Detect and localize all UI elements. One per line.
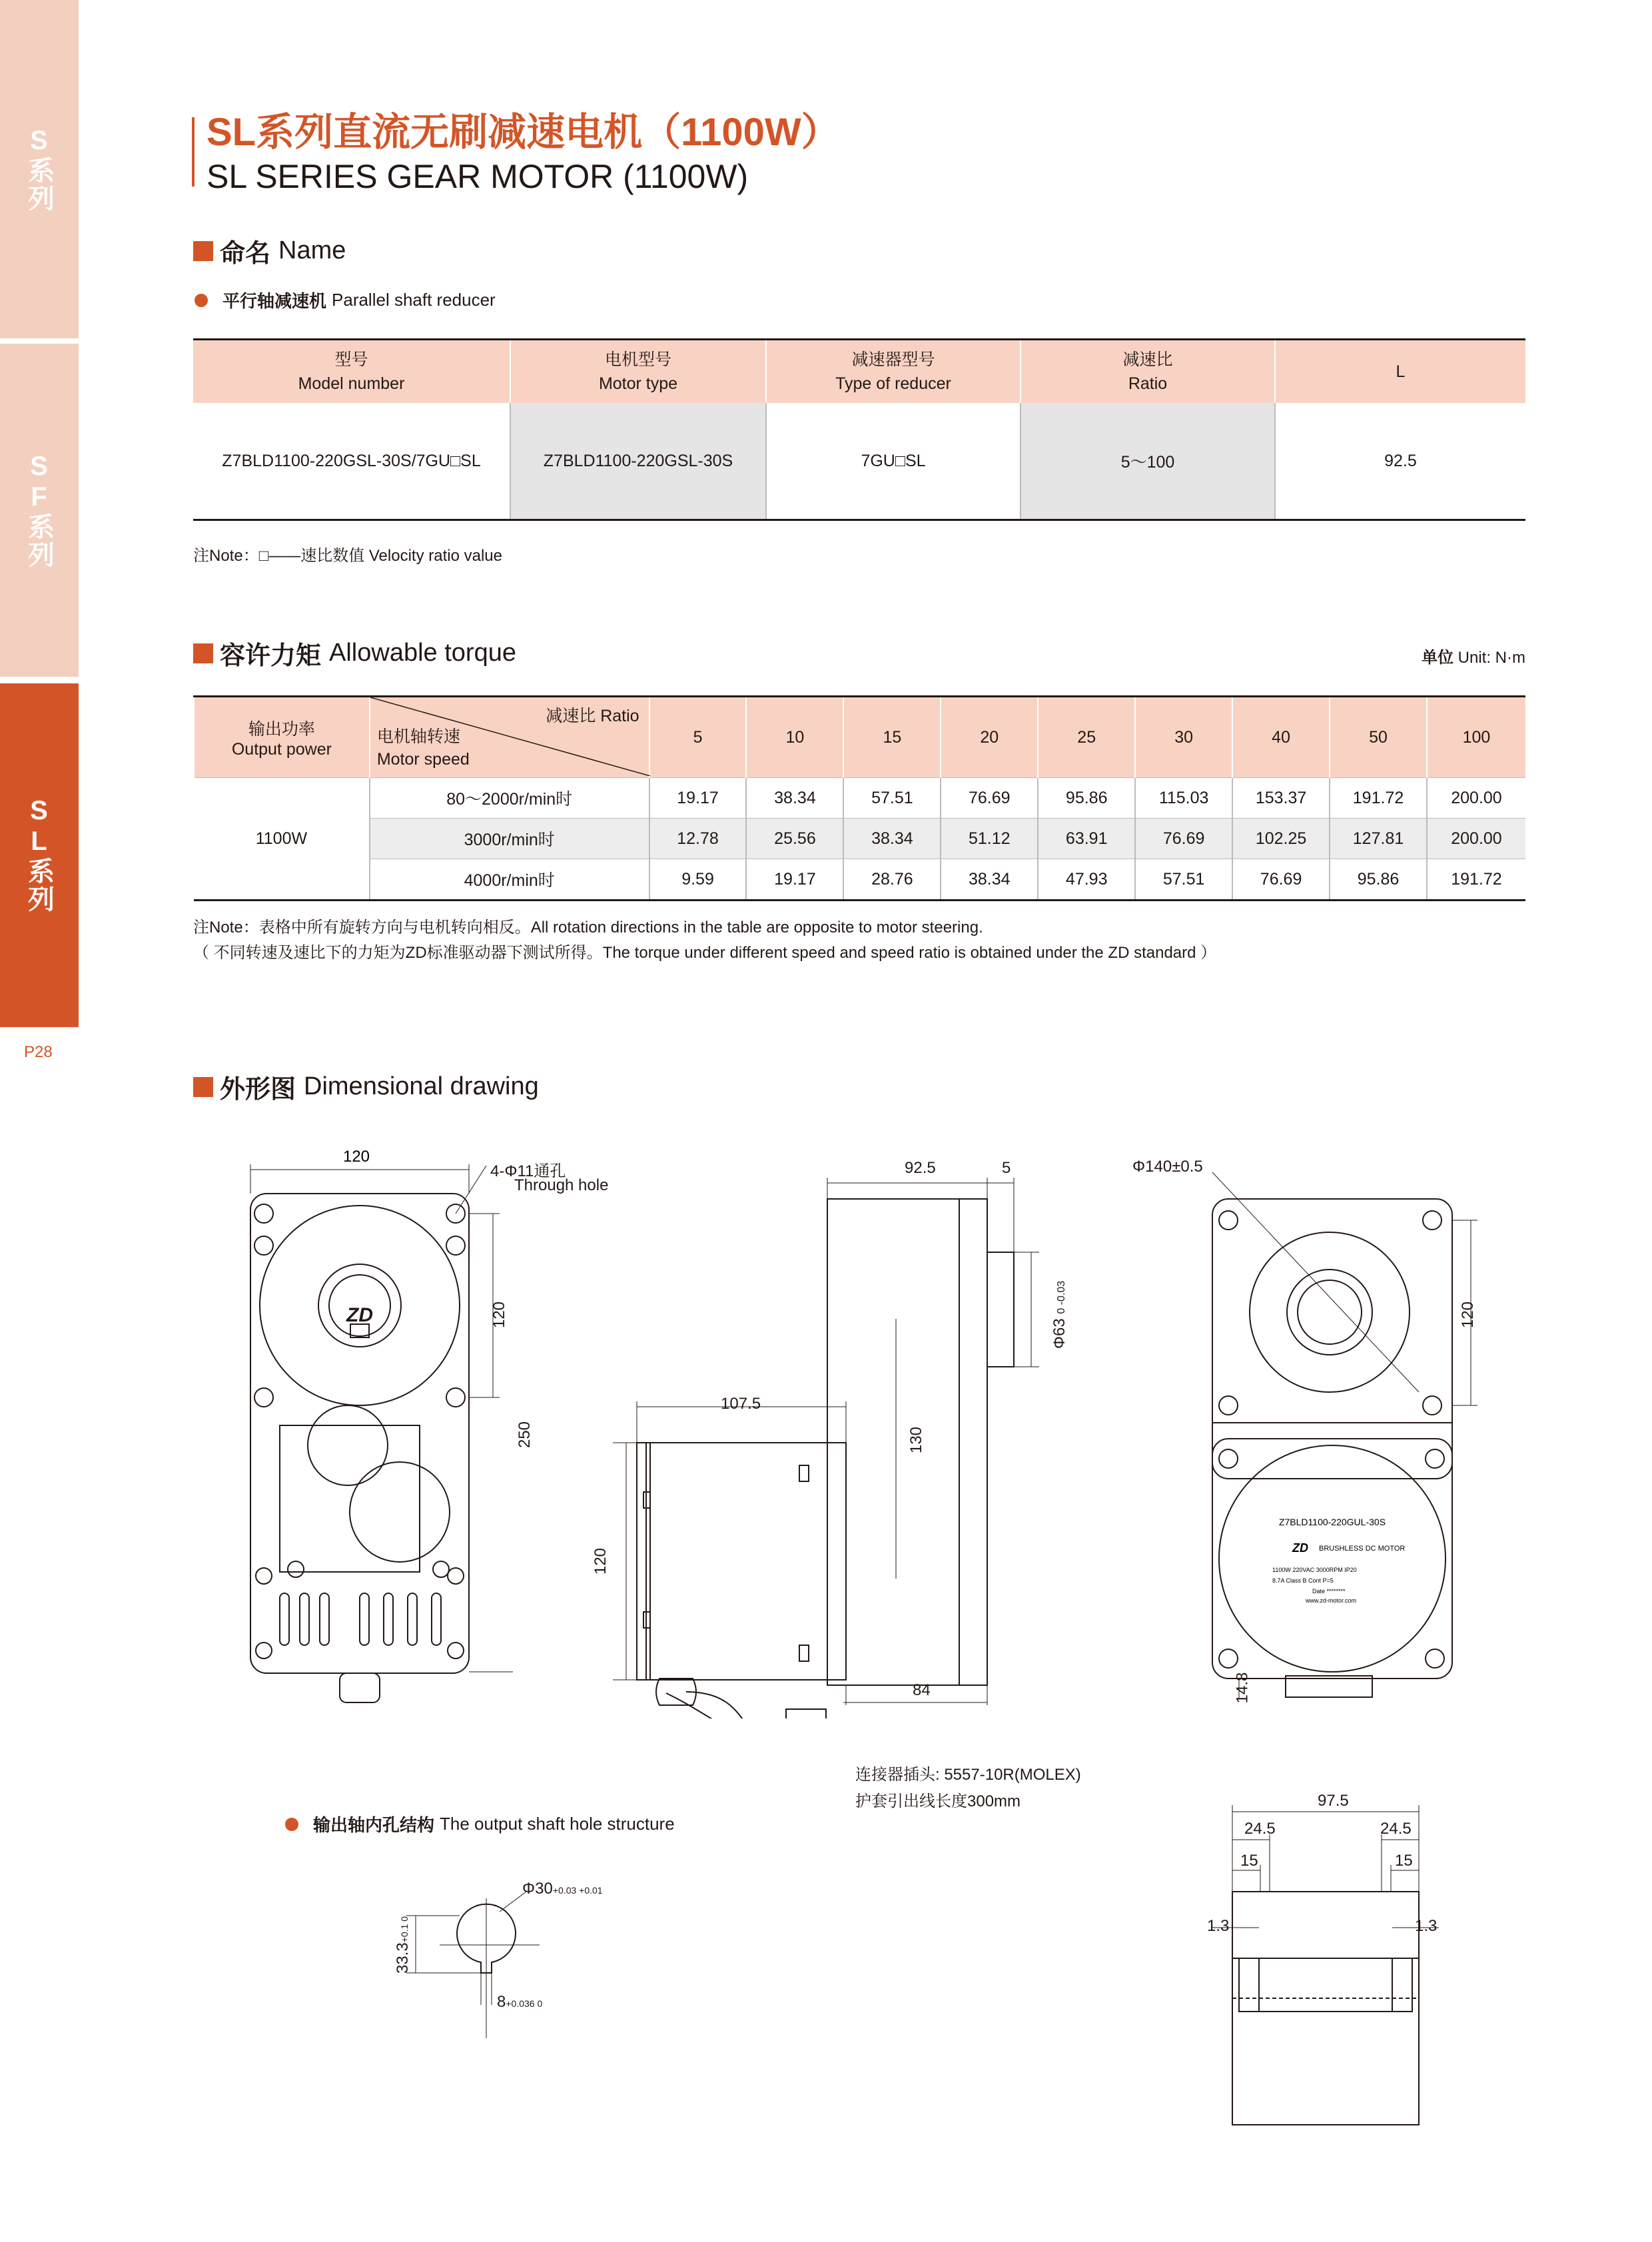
section-title-en: Dimensional drawing <box>304 1072 539 1100</box>
dim-height-250: 250 <box>516 1421 534 1449</box>
page-title: SL系列直流无刷减速电机（1100W） <box>206 111 840 154</box>
dim-97-5: 97.5 <box>1318 1792 1349 1810</box>
shaft-label-en: The output shaft hole structure <box>440 1814 675 1834</box>
cell-value: 95.86 <box>1330 859 1427 901</box>
cell-speed: 3000r/min时 <box>370 819 649 859</box>
header-ratio-20: 20 <box>941 697 1038 778</box>
nameplate-date: Date ******** <box>1312 1588 1346 1595</box>
naming-sub-en: Parallel shaft reducer <box>332 290 496 310</box>
header-ratio: 减速比 Ratio <box>1021 340 1275 404</box>
torque-header-row <box>194 697 1525 778</box>
section-torque <box>193 635 516 671</box>
header-ratio-5: 5 <box>649 697 747 778</box>
cell-value: 76.69 <box>1135 819 1232 859</box>
naming-sub <box>195 288 496 312</box>
title-accent-bar <box>192 117 195 187</box>
cell-value: 200.00 <box>1427 819 1525 859</box>
page-subtitle: SL SERIES GEAR MOTOR (1100W) <box>206 158 749 195</box>
dim-84: 84 <box>913 1681 931 1699</box>
dim-height-120-side: 120 <box>592 1547 610 1575</box>
header-ratio-10: 10 <box>746 697 843 778</box>
nameplate-web: www.zd-motor.com <box>1306 1597 1357 1604</box>
section-naming <box>193 232 346 269</box>
table-row <box>194 778 1525 819</box>
dim-107-5: 107.5 <box>721 1395 761 1413</box>
torque-table <box>193 695 1525 901</box>
header-motor-type: 电机型号 Motor type <box>510 340 766 404</box>
cell-motor-type: Z7BLD1100-220GSL-30S <box>510 403 766 520</box>
cell-value: 38.34 <box>843 819 941 859</box>
section-title-cn: 容许力矩 <box>220 642 322 670</box>
naming-sub-cn: 平行轴减速机 <box>222 291 327 311</box>
shaft-section-label <box>285 1812 675 1836</box>
header-reducer-type: 减速器型号 Type of reducer <box>766 340 1021 404</box>
bullet-icon <box>285 1818 298 1831</box>
cell-value: 57.51 <box>843 778 941 819</box>
unit-en: Unit: N·m <box>1457 649 1525 667</box>
header-speed-label: 电机轴转速 Motor speed <box>376 727 470 769</box>
torque-note-2: （ 不同转速及速比下的力矩为ZD标准驱动器下测试所得。The torque under different speed and speed ratio is obtained under the ZD standard ） <box>193 944 1217 962</box>
cell-value: 19.17 <box>649 778 747 819</box>
zd-logo: ZD <box>346 1304 373 1326</box>
dim-14-8: 14.8 <box>1233 1672 1252 1704</box>
naming-table <box>193 338 1525 521</box>
cell-power: 1100W <box>194 778 370 901</box>
cell-reducer: 7GU□SL <box>766 403 1021 520</box>
section-title-en: Name <box>278 236 346 264</box>
cell-value: 76.69 <box>941 778 1038 819</box>
dim-130: 130 <box>907 1426 926 1454</box>
dim-1-3-right: 1.3 <box>1415 1917 1438 1935</box>
table-row <box>194 819 1525 859</box>
nameplate-type: BRUSHLESS DC MOTOR <box>1319 1545 1406 1553</box>
cell-value: 9.59 <box>649 859 747 901</box>
section-title-en: Allowable torque <box>329 639 516 667</box>
dim-5: 5 <box>1002 1159 1011 1177</box>
dim-33-3 <box>394 1916 412 1974</box>
header-diagonal <box>370 697 649 778</box>
dim-15-left: 15 <box>1240 1852 1258 1870</box>
dim-height-120: 120 <box>490 1301 509 1329</box>
dim-phi30 <box>522 1880 603 1898</box>
tab-sf-series[interactable]: SF系列 <box>0 344 79 677</box>
tab-sl-series[interactable]: SL系列 <box>0 683 79 1026</box>
header-ratio-label: 减速比 Ratio <box>546 707 639 725</box>
page-number: P28 <box>24 1043 53 1061</box>
dim-8-value: 8 <box>497 1993 506 2011</box>
dim-width-120: 120 <box>342 1148 370 1166</box>
section-drawing <box>193 1068 539 1105</box>
cell-value: 51.12 <box>941 819 1038 859</box>
dim-15-right: 15 <box>1395 1852 1413 1870</box>
dim-24-5-right: 24.5 <box>1380 1820 1412 1838</box>
nameplate-spec1: 1100W 220VAC 3000RPM IP20 <box>1272 1567 1357 1573</box>
nameplate-logo: ZD <box>1292 1541 1308 1555</box>
cell-value: 191.72 <box>1330 778 1427 819</box>
square-icon <box>193 241 213 261</box>
cell-value: 47.93 <box>1038 859 1135 901</box>
dim-24-5-left: 24.5 <box>1244 1820 1276 1838</box>
dim-phi63 <box>1050 1281 1069 1349</box>
dim-phi30-tol: +0.03 +0.01 <box>552 1885 603 1896</box>
unit-label <box>1422 644 1525 667</box>
table-row <box>194 859 1525 901</box>
sidebar <box>0 0 79 1030</box>
dim-92-5: 92.5 <box>905 1159 936 1177</box>
connector-label: 连接器插头: 5557-10R(MOLEX) <box>855 1766 1081 1784</box>
cell-value: 38.34 <box>746 778 843 819</box>
dim-phi30-value: Φ30 <box>522 1880 553 1898</box>
nameplate-spec2: 8.7A Class B Cont P=5 <box>1272 1577 1334 1584</box>
header-model: 型号 Model number <box>193 340 510 404</box>
dim-phi63-value: Φ63 <box>1050 1318 1069 1349</box>
shaft-view-drawing <box>1199 1785 1479 2145</box>
cell-value: 191.72 <box>1427 859 1525 901</box>
cell-value: 102.25 <box>1232 819 1330 859</box>
nameplate-model: Z7BLD1100-220GUL-30S <box>1278 1517 1386 1527</box>
shaft-label-cn: 输出轴内孔结构 <box>313 1815 435 1835</box>
naming-row <box>193 403 1525 520</box>
header-ratio-40: 40 <box>1232 697 1330 778</box>
side-view-drawing <box>586 1146 1069 1718</box>
cell-value: 28.76 <box>843 859 941 901</box>
cell-value: 12.78 <box>649 819 747 859</box>
dim-height-120-rear: 120 <box>1459 1301 1477 1329</box>
unit-cn: 单位 <box>1421 649 1453 667</box>
cell-value: 76.69 <box>1232 859 1330 901</box>
cell-speed: 80～2000r/min时 <box>370 778 649 819</box>
cell-value: 63.91 <box>1038 819 1135 859</box>
header-ratio-100: 100 <box>1427 697 1525 778</box>
dim-hole-en: Through hole <box>514 1176 609 1194</box>
cell-speed: 4000r/min时 <box>370 859 649 901</box>
dim-phi63-tol: 0 -0.03 <box>1056 1280 1068 1314</box>
naming-header-row <box>193 340 1525 404</box>
cell-value: 19.17 <box>746 859 843 901</box>
torque-note-1: 注Note：表格中所有旋转方向与电机转向相反。All rotation directions in the table are opposite to motor steering. <box>193 919 983 936</box>
section-title-cn: 外形图 <box>220 1076 296 1104</box>
section-title-cn: 命名 <box>220 240 271 268</box>
square-icon <box>193 1077 213 1097</box>
naming-note: 注Note：□——速比数值 Velocity ratio value <box>193 547 502 565</box>
dim-8 <box>497 1993 542 2012</box>
cell-value: 200.00 <box>1427 778 1525 819</box>
header-ratio-15: 15 <box>843 697 941 778</box>
cell-value: 38.34 <box>941 859 1038 901</box>
header-ratio-25: 25 <box>1038 697 1135 778</box>
dim-33-3-tol: +0.1 0 <box>399 1916 410 1943</box>
dim-hole-cn: 4-Φ11通孔 <box>490 1162 566 1180</box>
square-icon <box>193 643 213 663</box>
cell-value: 25.56 <box>746 819 843 859</box>
cable-label: 护套引出线长度300mm <box>855 1792 1021 1810</box>
header-output-power: 输出功率 Output power <box>194 697 370 778</box>
tab-underline <box>0 1023 79 1027</box>
front-view-drawing <box>233 1146 513 1732</box>
tab-s-series[interactable]: S系列 <box>0 0 79 338</box>
cell-value: 57.51 <box>1135 859 1232 901</box>
cell-ratio: 5～100 <box>1021 403 1275 520</box>
cell-l: 92.5 <box>1275 403 1525 520</box>
cell-value: 127.81 <box>1330 819 1427 859</box>
bullet-icon <box>195 294 208 307</box>
header-ratio-50: 50 <box>1330 697 1427 778</box>
cell-model: Z7BLD1100-220GSL-30S/7GU□SL <box>222 451 481 470</box>
dim-1-3-left: 1.3 <box>1207 1917 1230 1935</box>
cell-value: 95.86 <box>1038 778 1135 819</box>
dim-8-tol: +0.036 0 <box>506 1998 543 2009</box>
cell-value: 153.37 <box>1232 778 1330 819</box>
dim-phi140: Φ140±0.5 <box>1132 1158 1203 1176</box>
cell-value: 115.03 <box>1135 778 1232 819</box>
dim-33-3-value: 33.3 <box>394 1942 412 1974</box>
header-ratio-30: 30 <box>1135 697 1232 778</box>
rear-view-drawing <box>1199 1146 1492 1698</box>
header-l: L <box>1275 340 1525 404</box>
